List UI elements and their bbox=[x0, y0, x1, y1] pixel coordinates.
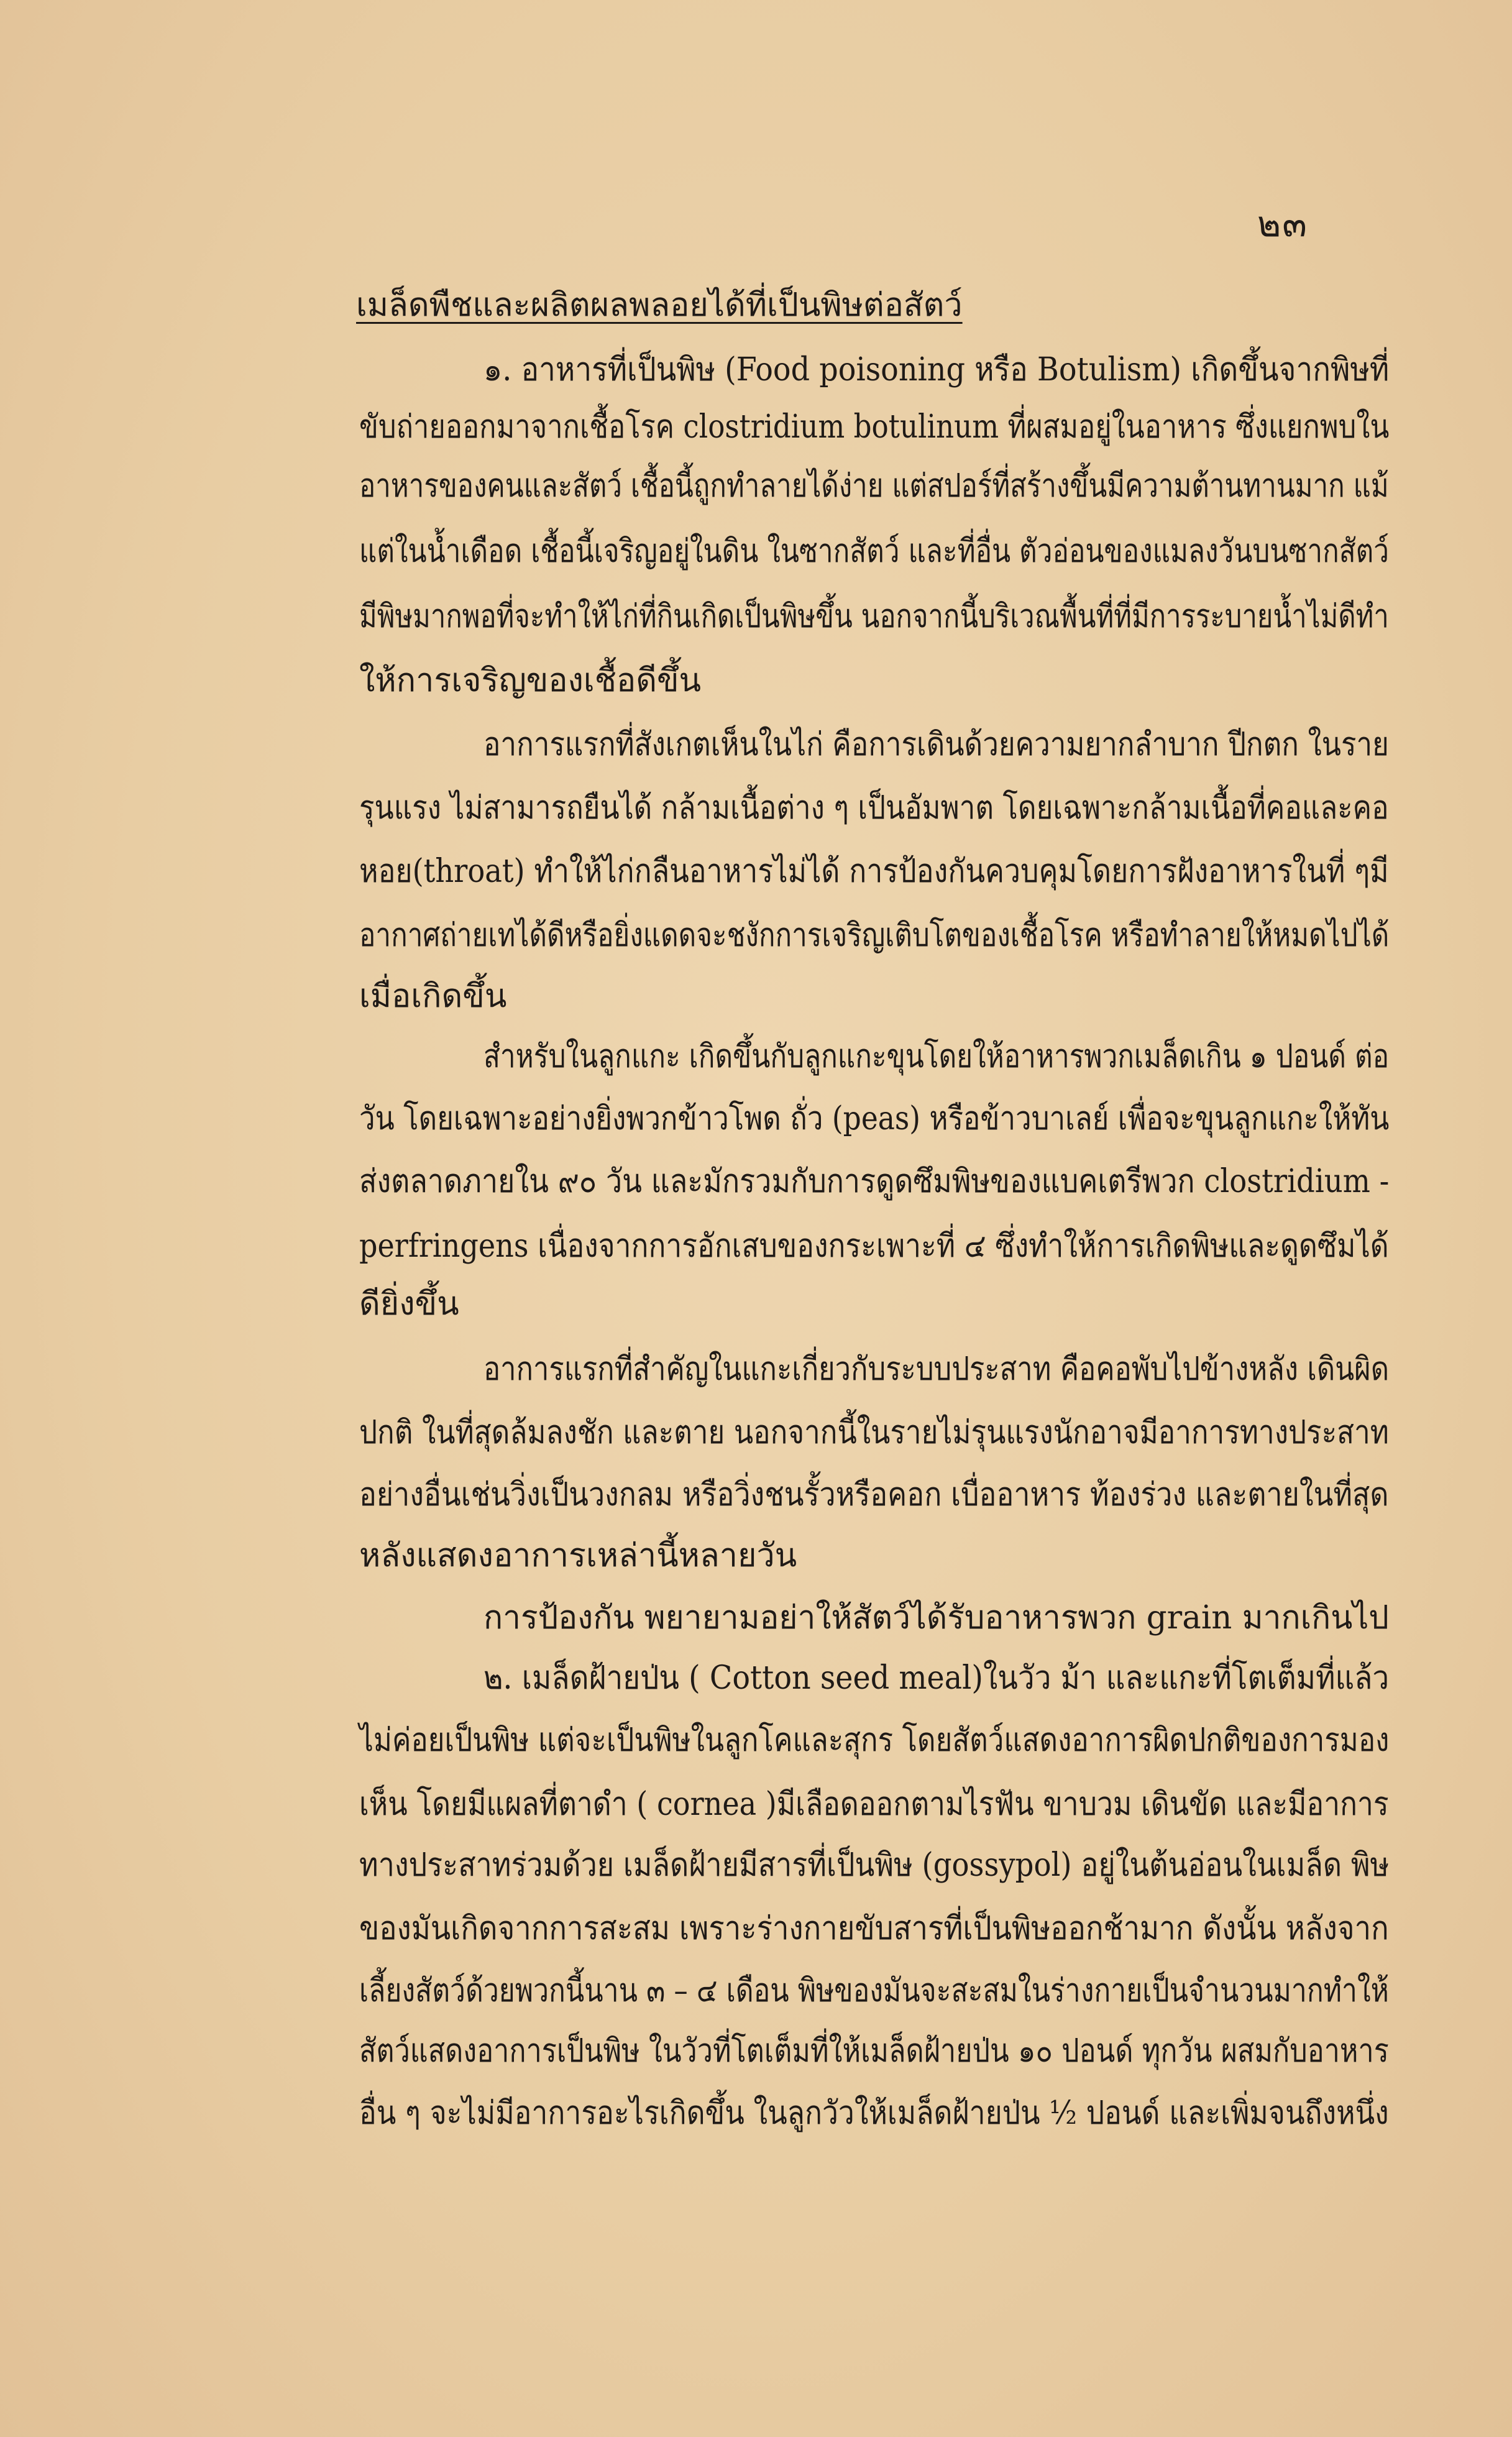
text-line: วัน โดยเฉพาะอย่างยิ่งพวกข้าวโพด ถั่ว (peas) หรือข้าวบาเลย์ เพื่อจะขุนลูกแกะให้ทัน bbox=[359, 1100, 1390, 1137]
text-line: สำหรับในลูกแกะ เกิดขึ้นกับลูกแกะขุนโดยให้อาหารพวกเมล็ดเกิน ๑ ปอนด์ ต่อ bbox=[483, 1038, 1390, 1075]
text-line: ของมันเกิดจากการสะสม เพราะร่างกายขับสารที่เป็นพิษออกช้ามาก ดังนั้น หลังจาก bbox=[359, 1910, 1389, 1947]
text-line: อากาศถ่ายเทได้ดีหรือยิ่งแดดจะชงักการเจริญเติบโตของเชื้อโรค หรือทำลายให้หมดไปได้ bbox=[359, 917, 1390, 954]
text-line: หลังแสดงอาการเหล่านี้หลายวัน bbox=[359, 1537, 797, 1574]
text-line: มีพิษมากพอที่จะทำให้ไก่ที่กินเกิดเป็นพิษขึ้น นอกจากนี้บริเวณพื้นที่ที่มีการระบายน้ำไม่ดีทำ bbox=[359, 598, 1389, 635]
text-line: ๑. อาหารที่เป็นพิษ (Food poisoning หรือ Botulism) เกิดขึ้นจากพิษที่ bbox=[483, 351, 1390, 388]
text-line: ขับถ่ายออกมาจากเชื้อโรค clostridium botulinum ที่ผสมอยู่ในอาหาร ซึ่งแยกพบใน bbox=[359, 408, 1390, 446]
page-number: ๒๓ bbox=[1257, 203, 1308, 245]
text-line: perfringens เนื่องจากการอักเสบของกระเพาะที่ ๔ ซึ่งทำให้การเกิดพิษและดูดซึมได้ bbox=[359, 1228, 1389, 1265]
text-line: การป้องกัน พยายามอย่าให้สัตว์ได้รับอาหารพวก grain มากเกินไป bbox=[483, 1599, 1389, 1636]
text-line: แต่ในน้ำเดือด เชื้อนี้เจริญอยู่ในดิน ในซากสัตว์ และที่อื่น ตัวอ่อนของแมลงวันบนซากสัตว์ bbox=[359, 533, 1389, 570]
text-line: รุนแรง ไม่สามารถยืนได้ กล้ามเนื้อต่าง ๆ เป็นอัมพาต โดยเฉพาะกล้ามเนื้อที่คอและคอ bbox=[359, 789, 1389, 827]
text-line: ดียิ่งขึ้น bbox=[359, 1285, 459, 1323]
text-line: อื่น ๆ จะไม่มีอาการอะไรเกิดขึ้น ในลูกวัวให้เมล็ดฝ้ายป่น ½ ปอนด์ และเพิ่มจนถึงหนึ่ง bbox=[359, 2095, 1389, 2132]
section-heading: เมล็ดพืชและผลิตผลพลอยได้ที่เป็นพิษต่อสัตว์ bbox=[356, 287, 963, 324]
text-line: อาหารของคนและสัตว์ เชื้อนี้ถูกทำลายได้ง่าย แต่สปอร์ที่สร้างขึ้นมีความต้านทานมาก แม้ bbox=[359, 467, 1389, 505]
text-line: ไม่ค่อยเป็นพิษ แต่จะเป็นพิษในลูกโคและสุกร โดยสัตว์แสดงอาการผิดปกติของการมอง bbox=[359, 1722, 1390, 1759]
text-line: หอย(throat) ทำให้ไก่กลืนอาหารไม่ได้ การป้องกันควบคุมโดยการฝังอาหารในที่ ๆมี bbox=[359, 853, 1389, 890]
text-line: ให้การเจริญของเชื้อดีขึ้น bbox=[359, 662, 702, 699]
text-line: อย่างอื่นเช่นวิ่งเป็นวงกลม หรือวิ่งชนรั้วหรือคอก เบื่ออาหาร ท้องร่วง และตายในที่สุด bbox=[359, 1476, 1389, 1513]
text-line: อาการแรกที่สังเกตเห็นในไก่ คือการเดินด้วยความยากลำบาก ปีกตก ในราย bbox=[483, 726, 1389, 763]
text-line: เห็น โดยมีแผลที่ตาดำ ( cornea )มีเลือดออกตามไรฟัน ขาบวม เดินขัด และมีอาการ bbox=[359, 1786, 1389, 1823]
text-line: ส่งตลาดภายใน ๙๐ วัน และมักรวมกับการดูดซึมพิษของแบคเตรีพวก clostridium - bbox=[359, 1163, 1390, 1200]
text-line: สัตว์แสดงอาการเป็นพิษ ในวัวที่โตเต็มที่ให้เมล็ดฝ้ายป่น ๑๐ ปอนด์ ทุกวัน ผสมกับอาหาร bbox=[359, 2032, 1389, 2070]
text-line: อาการแรกที่สำคัญในแกะเกี่ยวกับระบบประสาท คือคอพับไปข้างหลัง เดินผิด bbox=[483, 1351, 1390, 1388]
text-line: เลี้ยงสัตว์ด้วยพวกนี้นาน ๓ – ๔ เดือน พิษของมันจะสะสมในร่างกายเป็นจำนวนมากทำให้ bbox=[359, 1972, 1389, 2009]
text-line: ปกติ ในที่สุดล้มลงชัก และตาย นอกจากนี้ในรายไม่รุนแรงนักอาจมีอาการทางประสาท bbox=[359, 1414, 1389, 1451]
text-line: เมื่อเกิดขึ้น bbox=[359, 978, 507, 1015]
text-line: ๒. เมล็ดฝ้ายป่น ( Cotton seed meal)ในวัว ม้า และแกะที่โตเต็มที่แล้ว bbox=[483, 1659, 1390, 1697]
text-line: ทางประสาทร่วมด้วย เมล็ดฝ้ายมีสารที่เป็นพิษ (gossypol) อยู่ในต้นอ่อนในเมล็ด พิษ bbox=[359, 1847, 1390, 1884]
